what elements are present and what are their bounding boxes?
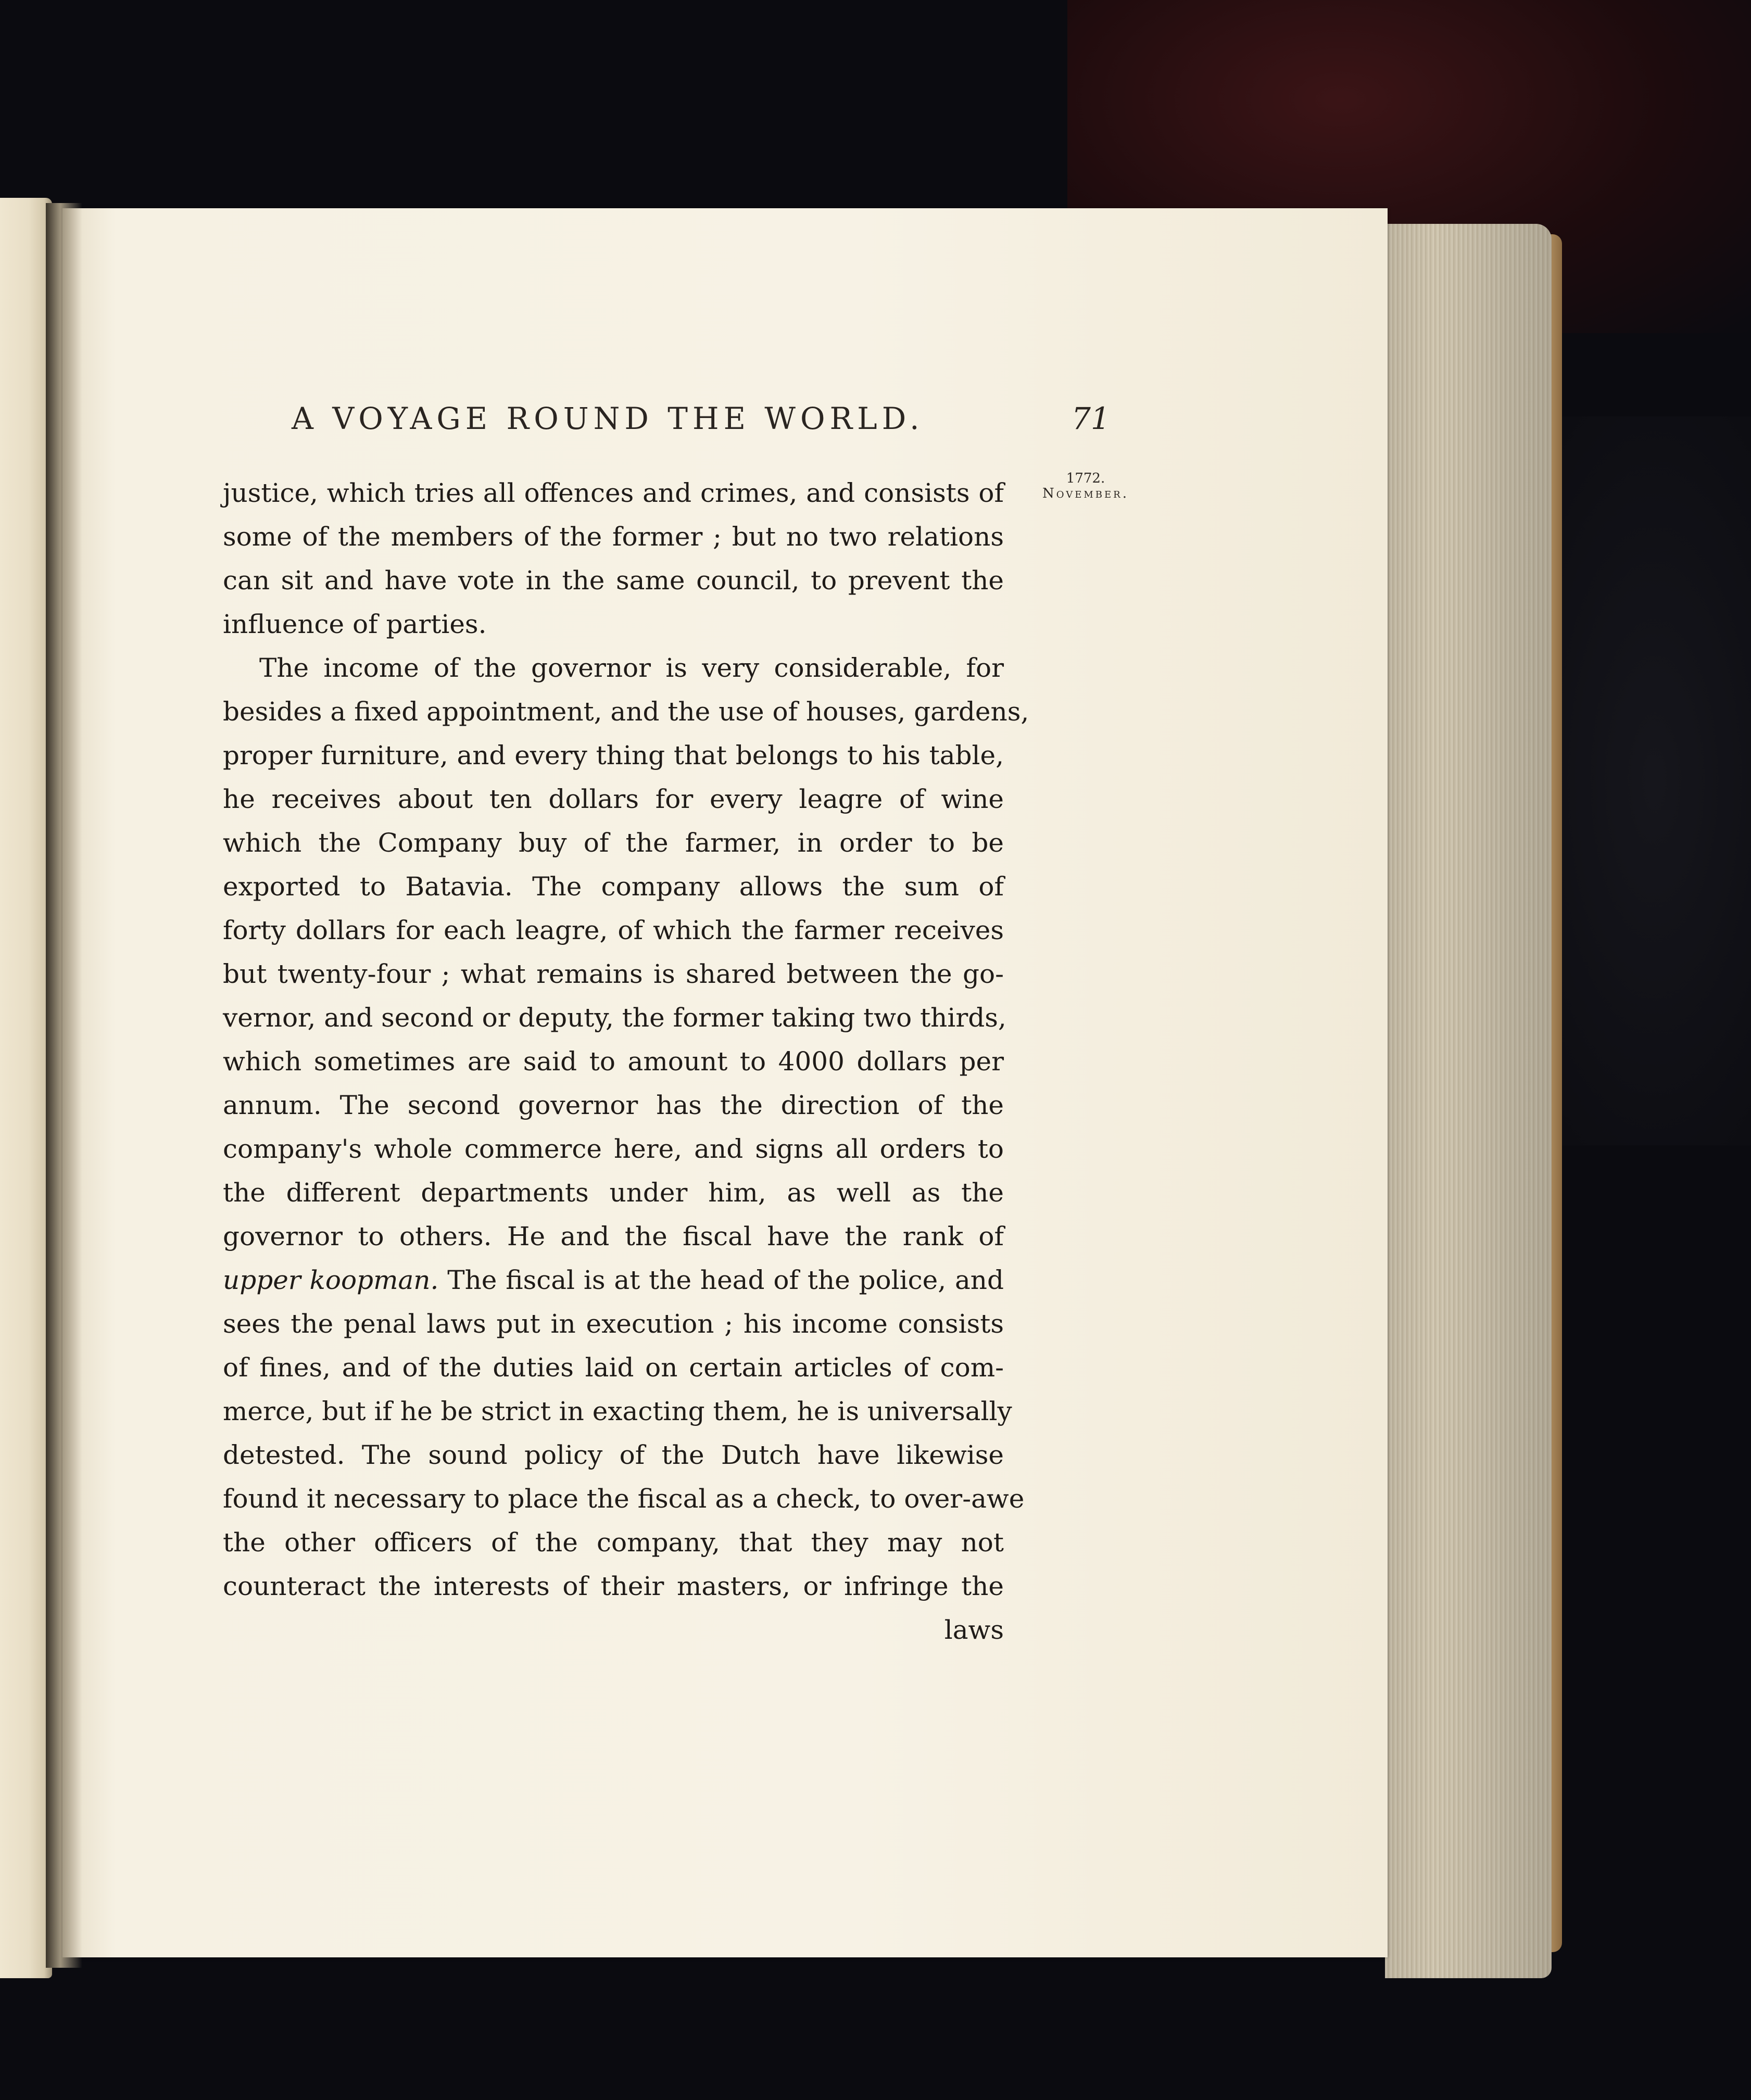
text-line: the other officers of the company, that they may not xyxy=(223,1527,1004,1558)
text-line: proper furniture, and every thing that belongs to his table, xyxy=(223,740,1004,770)
text-line: sees the penal laws put in execution ; his income consists xyxy=(223,1309,1004,1339)
text-line: which sometimes are said to amount to 4000 dollars per xyxy=(223,1046,1004,1077)
text-line: besides a fixed appointment, and the use of houses, gardens, xyxy=(223,697,1029,727)
text-line: he receives about ten dollars for every leagre of wine xyxy=(223,784,1004,814)
margin-note-year: 1772. xyxy=(1066,471,1105,486)
text-line: annum. The second governor has the direction of the xyxy=(223,1090,1004,1120)
text-line: forty dollars for each leagre, of which the farmer receives xyxy=(223,915,1004,945)
text-line: can sit and have vote in the same council, to prevent the xyxy=(223,565,1004,596)
text-line: which the Company buy of the farmer, in order to be xyxy=(223,828,1004,858)
text-line: governor to others. He and the fiscal have the rank of xyxy=(223,1221,1004,1251)
text-line: some of the members of the former ; but no two relations xyxy=(223,522,1004,552)
text-line: counteract the interests of their masters, or infringe the xyxy=(223,1571,1004,1601)
italic-term: upper koopman. xyxy=(223,1265,439,1295)
text-line xyxy=(223,1258,1004,1302)
text-line: The income of the governor is very considerable, for xyxy=(259,653,1004,683)
margin-note xyxy=(1023,471,1148,501)
text-line: justice, which tries all offences and crimes, and consists of xyxy=(223,478,1004,508)
text-line: merce, but if he be strict in exacting them, he is universally xyxy=(223,1396,1012,1426)
body-text xyxy=(223,471,1029,1652)
previous-page-edge xyxy=(0,198,52,1978)
text-line: vernor, and second or deputy, the former taking two thirds, xyxy=(223,1003,1006,1033)
margin-note-month: November. xyxy=(1042,485,1129,501)
text-line: but twenty-four ; what remains is shared between the go- xyxy=(223,959,1004,989)
text-line: influence of parties. xyxy=(223,609,487,639)
text-line: found it necessary to place the fiscal as a check, to over-awe xyxy=(223,1484,1025,1514)
text-line-rest: The fiscal is at the head of the police, and xyxy=(438,1265,1004,1295)
text-line: detested. The sound policy of the Dutch have likewise xyxy=(223,1440,1004,1470)
page-block-shade xyxy=(1385,224,1552,1978)
text-line: the different departments under him, as well as the xyxy=(223,1178,1004,1208)
page-number: 71 xyxy=(1072,401,1110,436)
text-line: company's whole commerce here, and signs all orders to xyxy=(223,1134,1004,1164)
gutter-shadow xyxy=(46,203,82,1968)
catchword: laws xyxy=(944,1615,1004,1645)
text-line: of fines, and of the duties laid on certain articles of com- xyxy=(223,1352,1004,1383)
running-head: A VOYAGE ROUND THE WORLD. xyxy=(292,401,924,436)
text-line: exported to Batavia. The company allows the sum of xyxy=(223,871,1004,902)
